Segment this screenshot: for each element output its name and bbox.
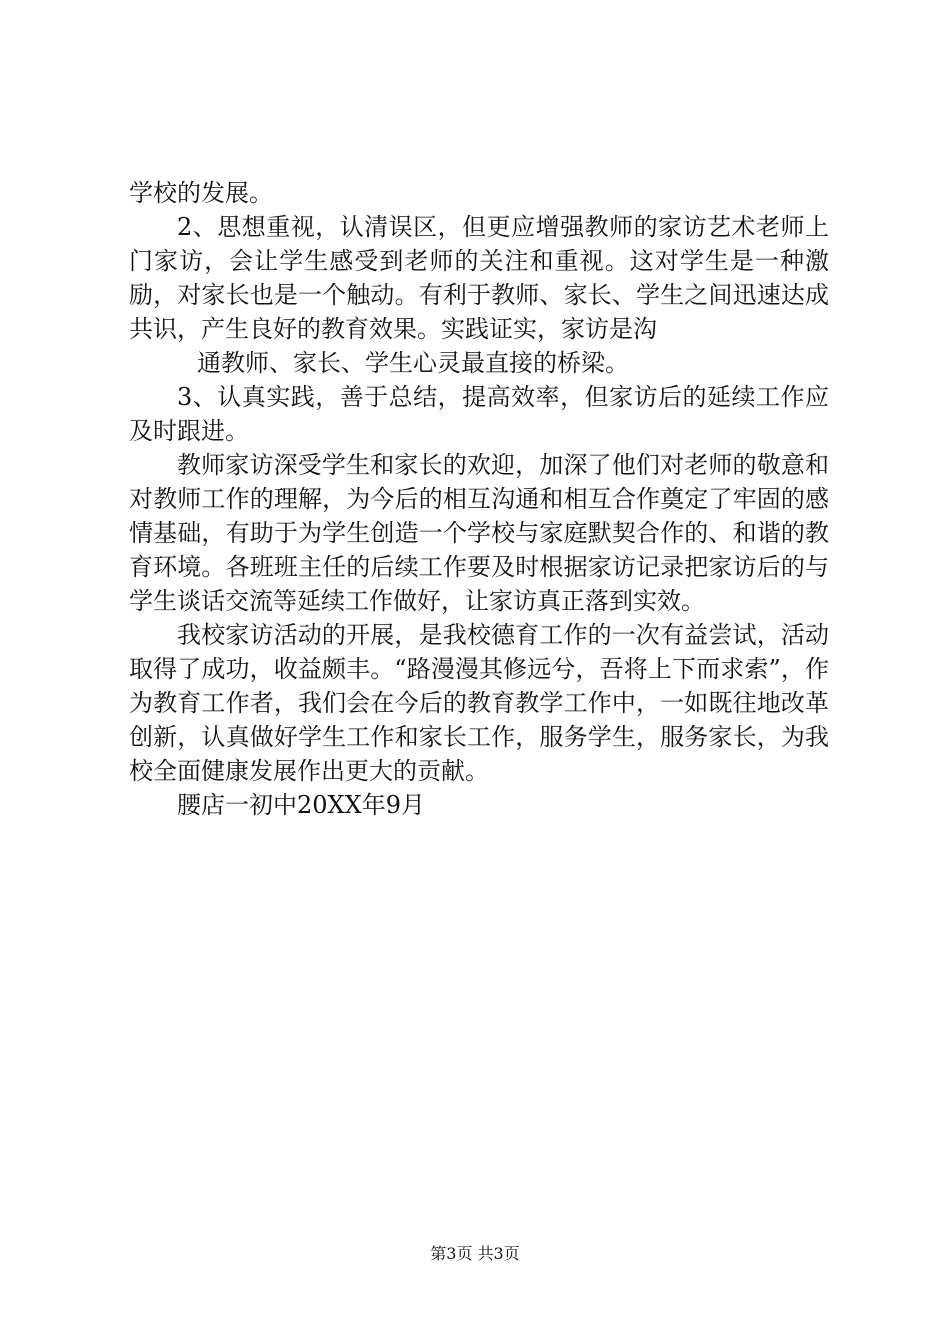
paragraph-home-visit-effect: 教师家访深受学生和家长的欢迎，加深了他们对老师的敬意和对教师工作的理解，为今后的相互沟通和相互合作奠定了牢固的感情基础，有助于为学生创造一个学校与家庭默契合作的、和谐的教育环境。各班班主任的后续工作要及时根据家访记录把家访后的与学生谈话交流等延续工作做好，让家访真正落到实效。 — [129, 451, 829, 615]
page-footer: 第3页 共3页 — [430, 1244, 520, 1263]
paragraph-point-3: 3、认真实践，善于总结，提高效率，但家访后的延续工作应及时跟进。 — [129, 383, 829, 445]
paragraph-continuation: 学校的发展。 — [129, 179, 273, 207]
document-body — [129, 176, 829, 822]
paragraph-point-2-tail: 通教师、家长、学生心灵最直接的桥梁。 — [197, 349, 629, 377]
paragraph-point-2: 2、思想重视，认清误区，但更应增强教师的家访艺术老师上门家访，会让学生感受到老师的关注和重视。这对学生是一种激励，对家长也是一个触动。有利于教师、家长、学生之间迅速达成共识，产生良好的教育效果。实践证实，家访是沟 — [129, 213, 829, 343]
signature-line: 腰店一初中20XX年9月 — [177, 791, 425, 819]
paragraph-conclusion: 我校家访活动的开展，是我校德育工作的一次有益尝试，活动取得了成功，收益颇丰。“路漫漫其修远兮，吾将上下而求索”，作为教育工作者，我们会在今后的教育教学工作中，一如既往地改革创新，认真做好学生工作和家长工作，服务学生，服务家长，为我校全面健康发展作出更大的贡献。 — [129, 621, 829, 785]
